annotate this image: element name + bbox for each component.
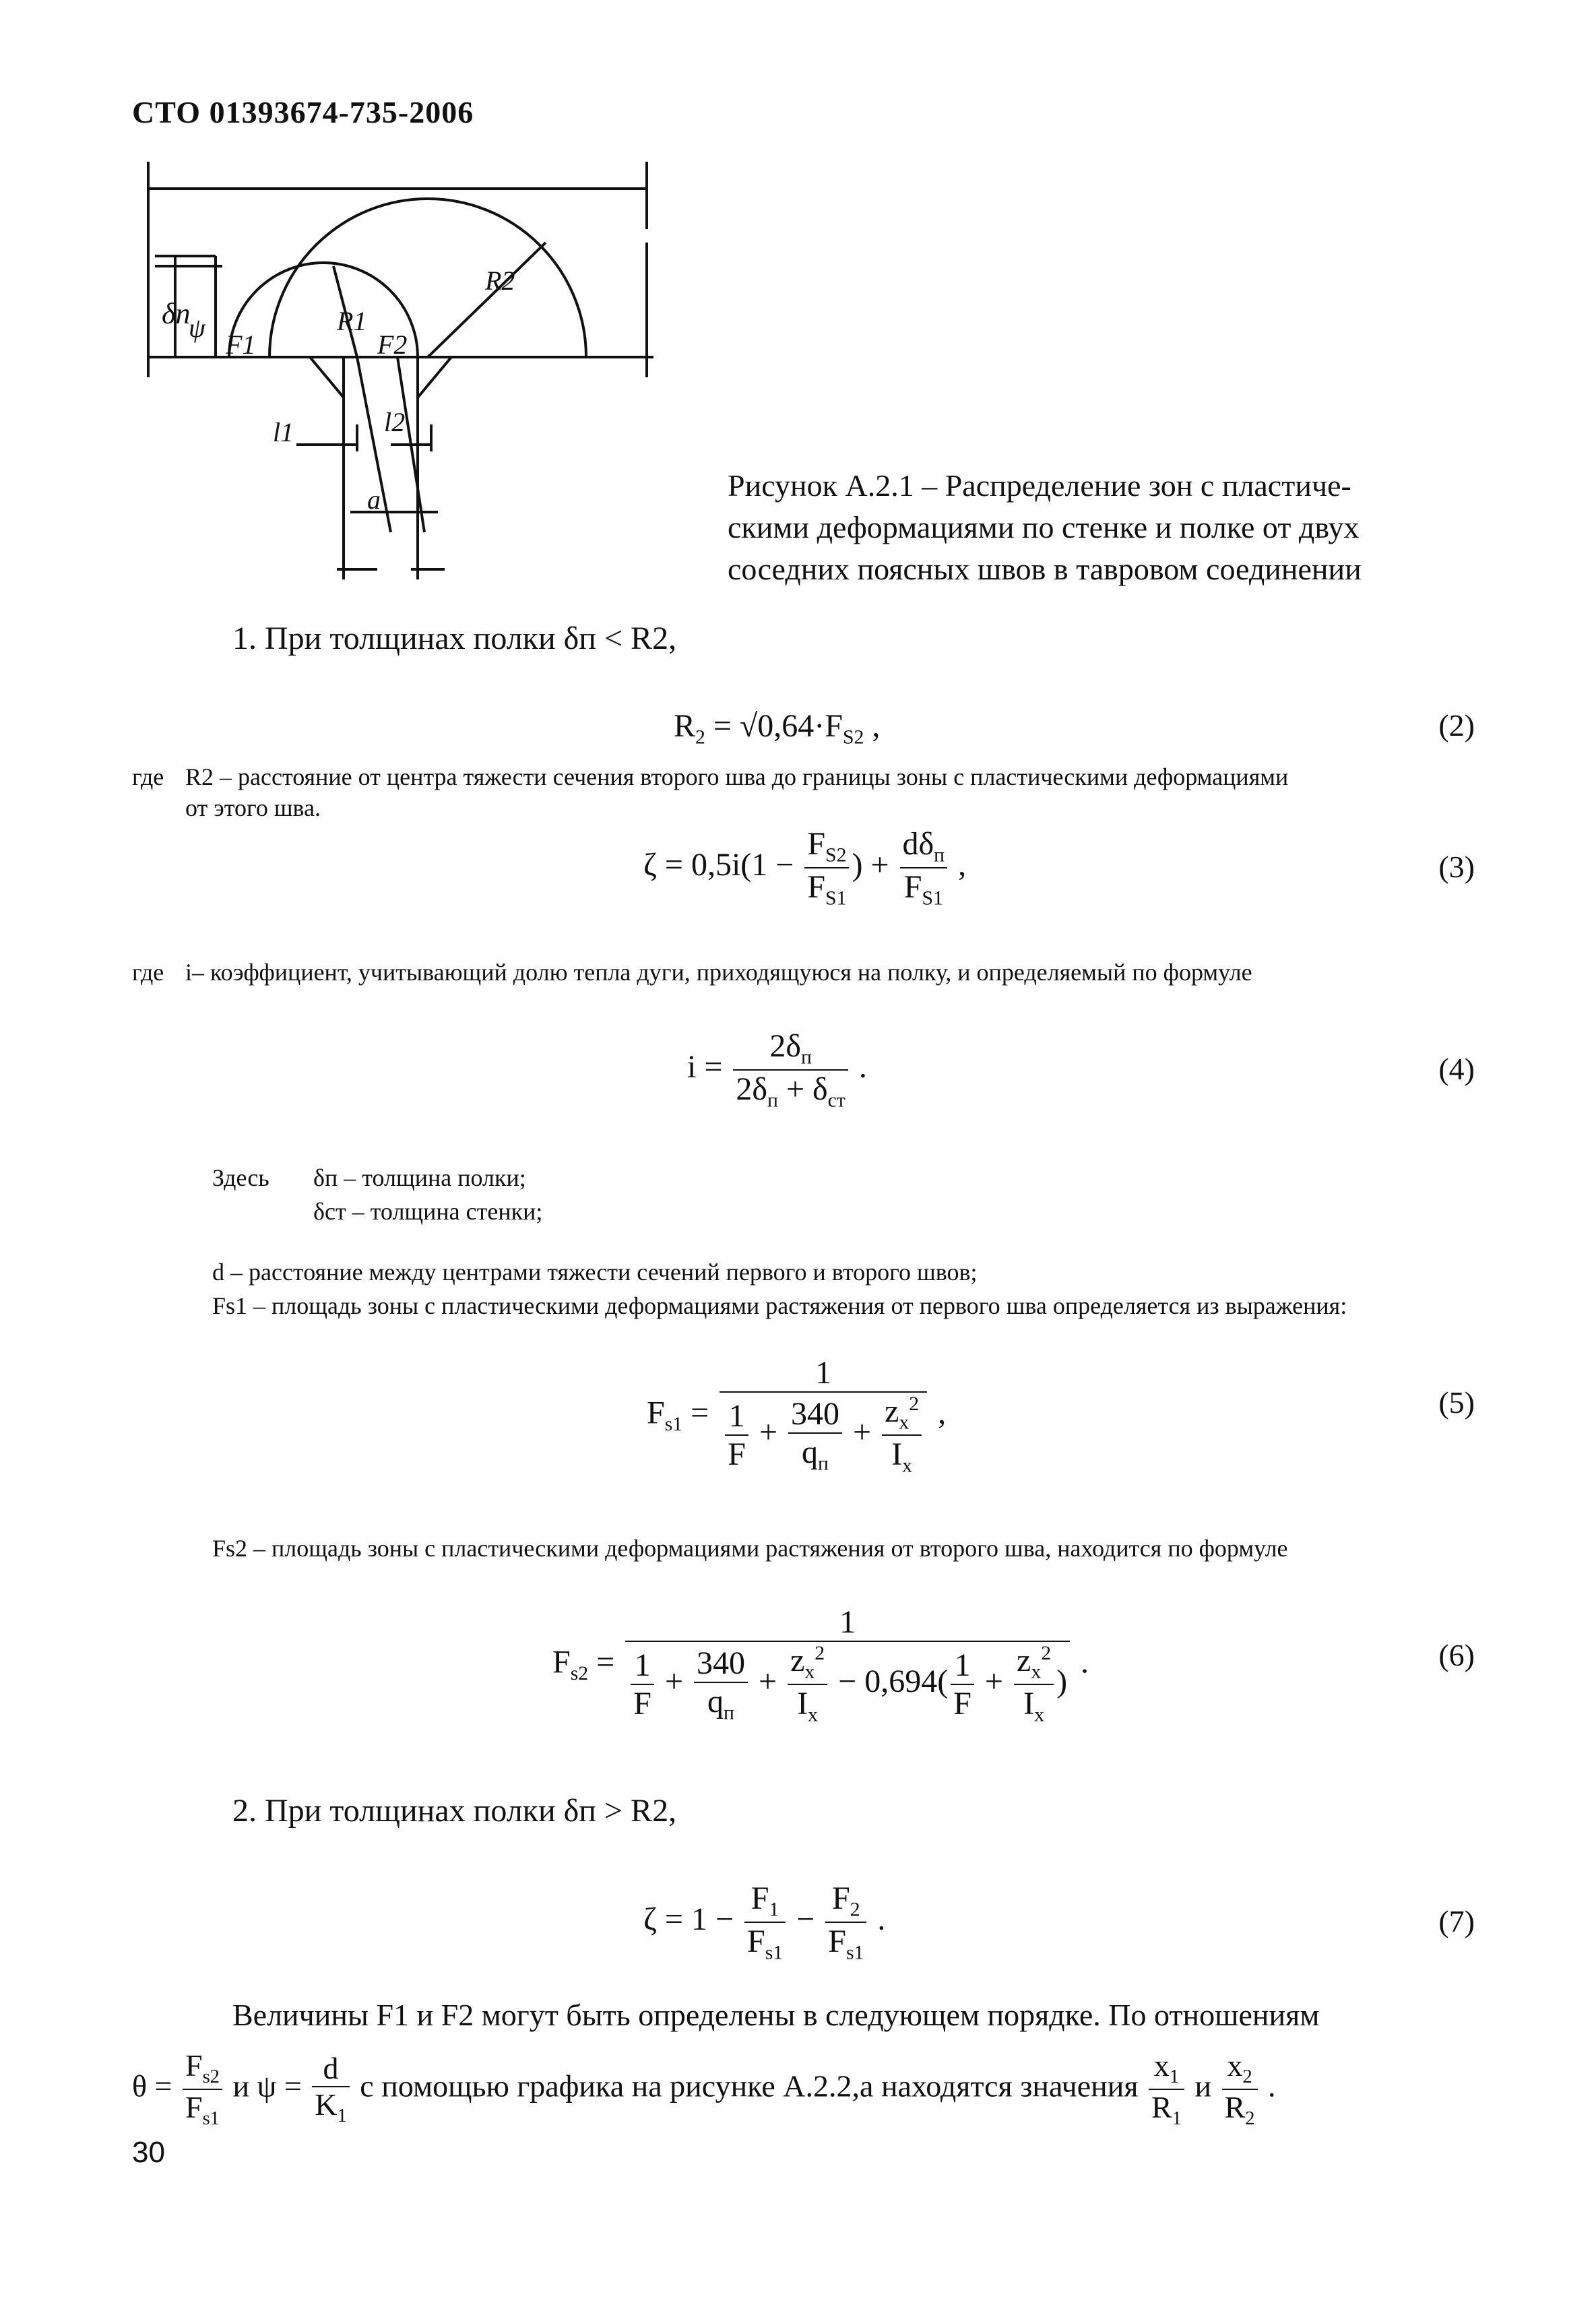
final-paragraph-line-2: θ = $\frac{F_{s2}}{F_{s1}}$ и ψ = $\frac{d}{K_1}$ с помощью графика на рисунке А.2.2,а находятся значения $\frac{x_1}{R_1}$ и $\frac{x_2}{R_2}$ . [132, 2048, 1276, 2130]
f2-label: F2 [377, 329, 408, 360]
section-1-title: 1. При толщинах полки δп < R2, [232, 621, 677, 656]
delta-n-label: δn [162, 297, 191, 330]
here-label: Здесь [212, 1164, 269, 1191]
equation-3: ζ = 0,5i(1 − $\frac{F_{S2}}{F_{S1}}$ ) + $\frac{d\delta_п}{F_{S1}}$ , [643, 826, 967, 910]
equation-3-number: (3) [1438, 850, 1475, 884]
equation-2: $R_2 = √0,64\cdot F_{S2}$ , [674, 708, 881, 749]
page-number: 30 [132, 2136, 165, 2169]
figure-caption: Рисунок А.2.1 – Распределение зон с пластиче- скими деформациями по стенке и полке от двух соседних поясных швов в тавровом соединении [728, 468, 1362, 586]
l2-label: l2 [384, 407, 406, 437]
equation-5: $F_{s1}$ = 1 $\frac{1}{F}$ + $\frac{340}{q_п}$ + $\frac{z_x^2}{I_x}$ , [647, 1355, 947, 1477]
a-label: a [367, 484, 381, 515]
here-line-2: δст – толщина стенки; [313, 1198, 543, 1225]
fs2-definition: Fs2 – площадь зоны с пластическими деформациями растяжения от второго шва, находится по формуле [212, 1535, 1288, 1562]
def-fs1: Fs1 – площадь зоны с пластическими деформациями растяжения от первого шва определяется из выражения: [212, 1292, 1347, 1319]
final-paragraph-line-1: Величины F1 и F2 могут быть определены в следующем порядке. По отношениям [232, 1998, 1320, 2032]
r1-label: R1 [337, 306, 367, 336]
f1-label: F1 [226, 329, 256, 360]
here-line-1: δп – толщина полки; [313, 1164, 526, 1191]
equation-4-number: (4) [1438, 1052, 1475, 1086]
where-text-2: i– коэффициент, учитывающий долю тепла дуги, приходящуюся на полку, и определяемый по формуле [185, 959, 1252, 986]
equation-6: $F_{s2}$ = 1 $\frac{1}{F}$ + $\frac{340}{q_п}$ + $\frac{z_x^2}{I_x}$ − 0,694( $\frac{1}{F}$ + $\frac{z_x^2}{I_x}$ ) . [552, 1604, 1089, 1726]
equation-4: i = $\frac{2\delta_п}{2\delta_п + \delta_{ст}}$ . [687, 1028, 867, 1112]
zone-arc-r2 [269, 199, 586, 357]
equation-2-number: (2) [1438, 708, 1475, 742]
def-d: d – расстояние между центрами тяжести сечений первого и второго швов; [212, 1259, 978, 1286]
r2-label: R2 [485, 265, 515, 296]
where-label-2: где [132, 959, 164, 986]
equation-5-number: (5) [1438, 1385, 1475, 1420]
tee-joint-figure [135, 155, 674, 586]
document-code: СТО 01393674-735-2006 [132, 95, 474, 129]
where-label-1: где [132, 763, 164, 790]
where-text-1: R2 – расстояние от центра тяжести сечения второго шва до границы зоны с пластическими деформациями от этого шва. [185, 763, 1289, 821]
equation-7: ζ = 1 − $\frac{F_1}{F_{s1}}$ − $\frac{F_2}{F_{s1}}$ . [643, 1880, 886, 1964]
section-2-title: 2. При толщинах полки δп > R2, [232, 1793, 677, 1829]
equation-7-number: (7) [1438, 1904, 1475, 1938]
l1-label: l1 [273, 417, 294, 447]
psi-label: ψ [189, 313, 205, 343]
equation-6-number: (6) [1438, 1638, 1475, 1672]
